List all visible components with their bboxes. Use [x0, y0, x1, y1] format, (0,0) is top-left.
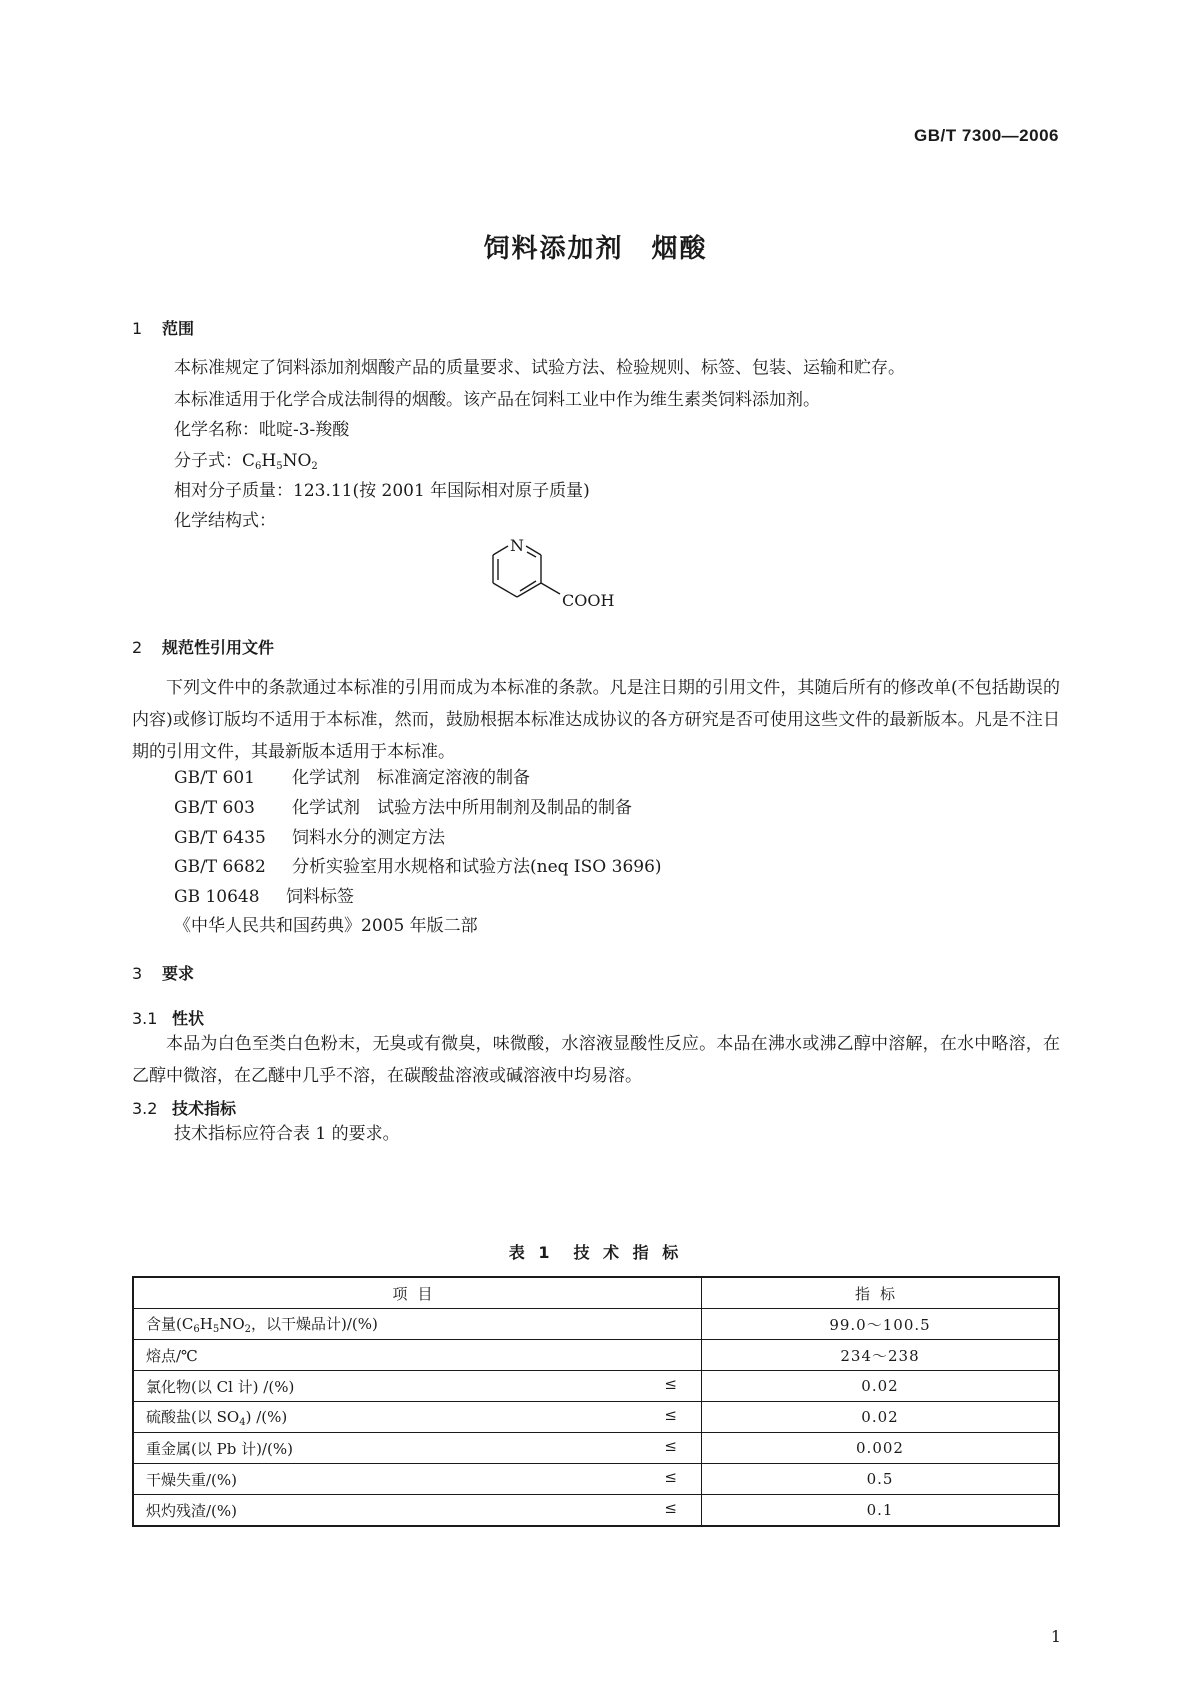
section-3-heading [132, 961, 194, 984]
subscript: 4 [239, 1417, 246, 1428]
technical-indicator-table [132, 1276, 1060, 1527]
structure-label: 化学结构式： [174, 511, 276, 531]
scope-paragraph-1: 本标准规定了饲料添加剂烟酸产品的质量要求、试验方法、检验规则、标签、包装、运输和贮存。 [174, 358, 905, 378]
reference-code: GB/T 6682 [174, 857, 266, 877]
reference-item [174, 822, 445, 854]
formula-h-subscript: 5 [276, 461, 283, 472]
less-or-equal-sign: ≤ [664, 1437, 677, 1455]
table-header-row [133, 1277, 1059, 1309]
section-title: 范围 [162, 319, 195, 338]
item-text: 炽灼残渣/(%) [146, 1501, 238, 1520]
formula-c-subscript: 6 [255, 461, 262, 472]
value-cell: 0.1 [702, 1495, 1060, 1527]
reference-title: 饲料水分的测定方法 [292, 828, 445, 848]
section-number: 1 [132, 319, 143, 338]
table-row [133, 1371, 1059, 1402]
value-cell: 0.02 [702, 1402, 1060, 1433]
item-cell: 熔点/℃ [133, 1340, 702, 1371]
formula-o-subscript: 2 [311, 461, 318, 472]
pyridine-ring [493, 546, 560, 597]
value-cell: 99.0～100.5 [702, 1309, 1060, 1340]
item-cell [133, 1433, 702, 1464]
section-number: 2 [132, 638, 143, 657]
item-text: 干燥失重/(%) [146, 1470, 238, 1489]
section-1-heading [132, 316, 194, 339]
item-text: ，以干燥品计)/(%) [251, 1315, 378, 1333]
section-title: 技术指标 [172, 1099, 237, 1118]
item-text: 氯化物(以 Cl 计) /(%) [146, 1377, 295, 1396]
technical-indicator-paragraph: 技术指标应符合表 1 的要求。 [174, 1124, 400, 1144]
item-text: 重金属(以 Pb 计)/(%) [146, 1439, 293, 1458]
relative-molecular-mass: 相对分子质量：123.11(按 2001 年国际相对原子质量) [174, 481, 590, 501]
table-row [133, 1309, 1059, 1340]
reference-title: 分析实验室用水规格和试验方法(neq ISO 3696) [292, 857, 662, 877]
table-row [133, 1402, 1059, 1433]
value-cell: 234～238 [702, 1340, 1060, 1371]
item-text: ) /(%) [245, 1408, 288, 1426]
section-title: 规范性引用文件 [162, 638, 275, 657]
less-or-equal-sign: ≤ [664, 1499, 677, 1517]
formula-no: NO [282, 451, 312, 471]
section-title: 性状 [172, 1009, 205, 1028]
subscript: 2 [244, 1324, 251, 1335]
table-row [133, 1464, 1059, 1495]
reference-code: GB/T 601 [174, 768, 255, 788]
value-cell: 0.02 [702, 1371, 1060, 1402]
less-or-equal-sign: ≤ [664, 1406, 677, 1424]
appearance-paragraph: 本品为白色至类白色粉末，无臭或有微臭，味微酸，水溶液显酸性反应。本品在沸水或沸乙醇中溶解，在水中略溶，在乙醇中微溶，在乙醚中几乎不溶，在碳酸盐溶液或碱溶液中均易溶。 [132, 1034, 1060, 1086]
item-cell [133, 1495, 702, 1527]
table-row [133, 1495, 1059, 1527]
reference-item [174, 851, 662, 883]
section-number: 3 [132, 964, 143, 983]
item-text: 含量(C [146, 1315, 194, 1333]
less-or-equal-sign: ≤ [664, 1468, 677, 1486]
section-number: 3.1 [132, 1009, 158, 1028]
less-or-equal-sign: ≤ [664, 1375, 677, 1393]
value-cell: 0.002 [702, 1433, 1060, 1464]
chemical-name: 化学名称：吡啶-3-羧酸 [174, 420, 350, 440]
section-2-heading [132, 635, 274, 658]
normative-references-paragraph: 下列文件中的条款通过本标准的引用而成为本标准的条款。凡是注日期的引用文件，其随后所有的修改单(不包括勘误的内容)或修订版均不适用于本标准，然而，鼓励根据本标准达成协议的各方研究是否可使用这些文件的最新版本。凡是不注日期的引用文件，其最新版本适用于本标准。 [132, 678, 1060, 762]
subscript: 5 [212, 1324, 220, 1335]
item-text: H [199, 1315, 213, 1333]
pharmacopoeia-reference: 《中华人民共和国药典》2005 年版二部 [174, 916, 478, 936]
section-3-2-heading [132, 1096, 236, 1119]
formula-label: 分子式： [174, 451, 242, 471]
section-title: 要求 [162, 964, 195, 983]
page-number: 1 [1050, 1627, 1061, 1646]
document-title: 饲料添加剂 烟酸 [483, 234, 708, 264]
item-cell [133, 1371, 702, 1402]
reference-title: 化学试剂 标准滴定溶液的制备 [292, 768, 530, 788]
reference-title: 化学试剂 试验方法中所用制剂及制品的制备 [292, 798, 632, 818]
reference-item [174, 881, 354, 913]
scope-paragraph-2: 本标准适用于化学合成法制得的烟酸。该产品在饲料工业中作为维生素类饲料添加剂。 [174, 390, 820, 410]
item-cell [133, 1402, 702, 1433]
table-row [133, 1340, 1059, 1371]
table-row [133, 1433, 1059, 1464]
formula-c: C [242, 451, 256, 471]
ring-nitrogen-atom: N [510, 536, 524, 555]
reference-title: 饲料标签 [286, 887, 354, 907]
carboxyl-group: COOH [562, 591, 615, 610]
table-caption: 表 1 技 术 指 标 [508, 1243, 683, 1262]
reference-code: GB 10648 [174, 887, 260, 907]
subscript: 6 [193, 1324, 200, 1335]
column-header-value: 指标 [702, 1277, 1060, 1309]
section-3-1-heading [132, 1006, 204, 1029]
chemical-structure-diagram [480, 532, 630, 618]
reference-item [174, 792, 632, 824]
item-cell [133, 1309, 702, 1340]
item-cell [133, 1464, 702, 1495]
value-cell: 0.5 [702, 1464, 1060, 1495]
standard-code: GB/T 7300—2006 [914, 126, 1059, 145]
reference-item [174, 762, 530, 794]
item-text: 硫酸盐(以 SO [146, 1408, 240, 1426]
formula-h: H [261, 451, 277, 471]
column-header-item: 项目 [133, 1277, 702, 1309]
reference-code: GB/T 6435 [174, 828, 266, 848]
section-number: 3.2 [132, 1099, 158, 1118]
item-text: NO [219, 1315, 245, 1333]
reference-code: GB/T 603 [174, 798, 255, 818]
